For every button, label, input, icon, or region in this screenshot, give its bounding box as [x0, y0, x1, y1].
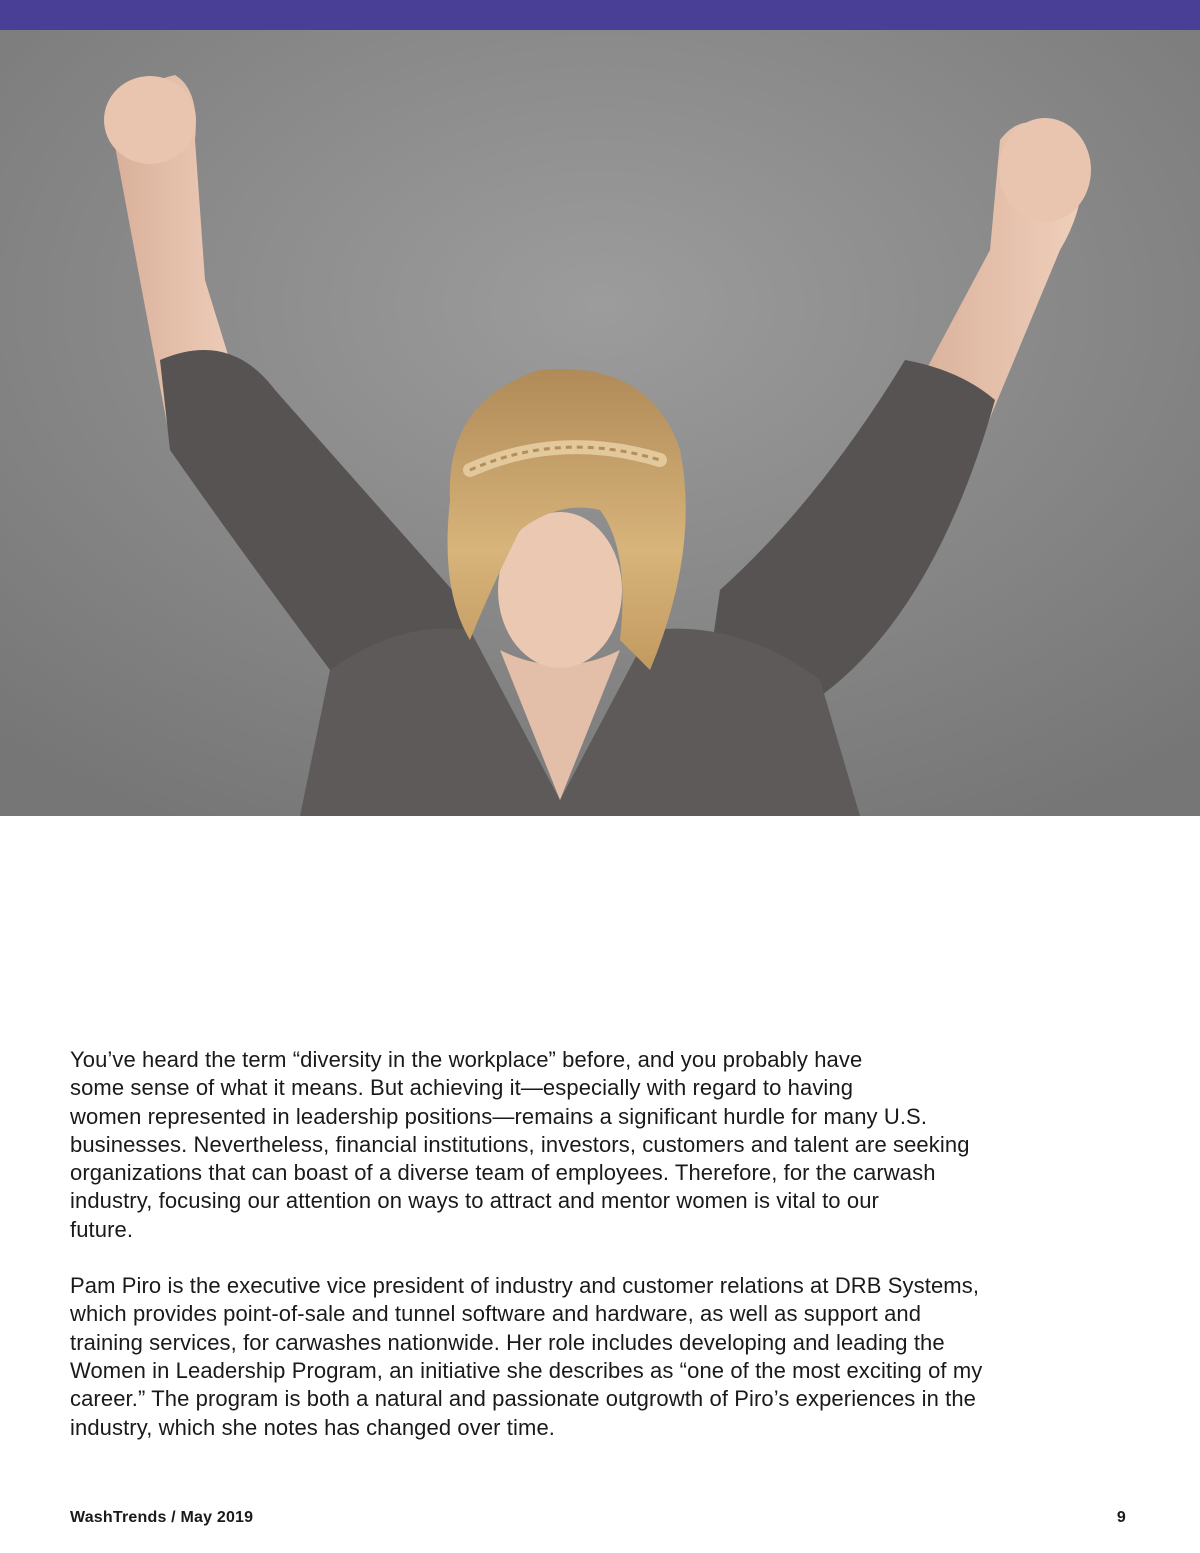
page-number: 9 — [1116, 1509, 1126, 1526]
page-footer — [70, 1509, 1126, 1531]
article-body — [70, 1046, 1130, 1470]
photo-woman-arms-raised-icon — [0, 30, 1200, 816]
article-paragraph: Pam Piro is the executive vice president of industry and customer relations at DRB Systems, which provides point-of-sale and tunnel software and hardware, as well as support and training services, for carwashes nationwide. Her role includes developing and leading the Women in Leadership Program, an initiative she describes as “one of the most exciting of my career.” The program is both a natural and passionate outgrowth of Piro’s experiences in the industry, which she notes has changed over time. — [70, 1273, 983, 1440]
top-color-bar — [0, 0, 1200, 30]
article-paragraph: You’ve heard the term “diversity in the workplace” before, and you probably have some sense of what it means. But achieving it—especially with regard to having women represented in leadership positions—remains a significant hurdle for many U.S. businesses. Nevertheless, financial institutions, investors, customers and talent are seeking organizations that can boast of a diverse team of employees. Therefore, for the carwash industry, focusing our attention on ways to attract and mentor women is vital to our future. — [70, 1047, 970, 1242]
publication-label: WashTrends / May 2019 — [70, 1509, 254, 1526]
hero-photo — [0, 30, 1200, 816]
